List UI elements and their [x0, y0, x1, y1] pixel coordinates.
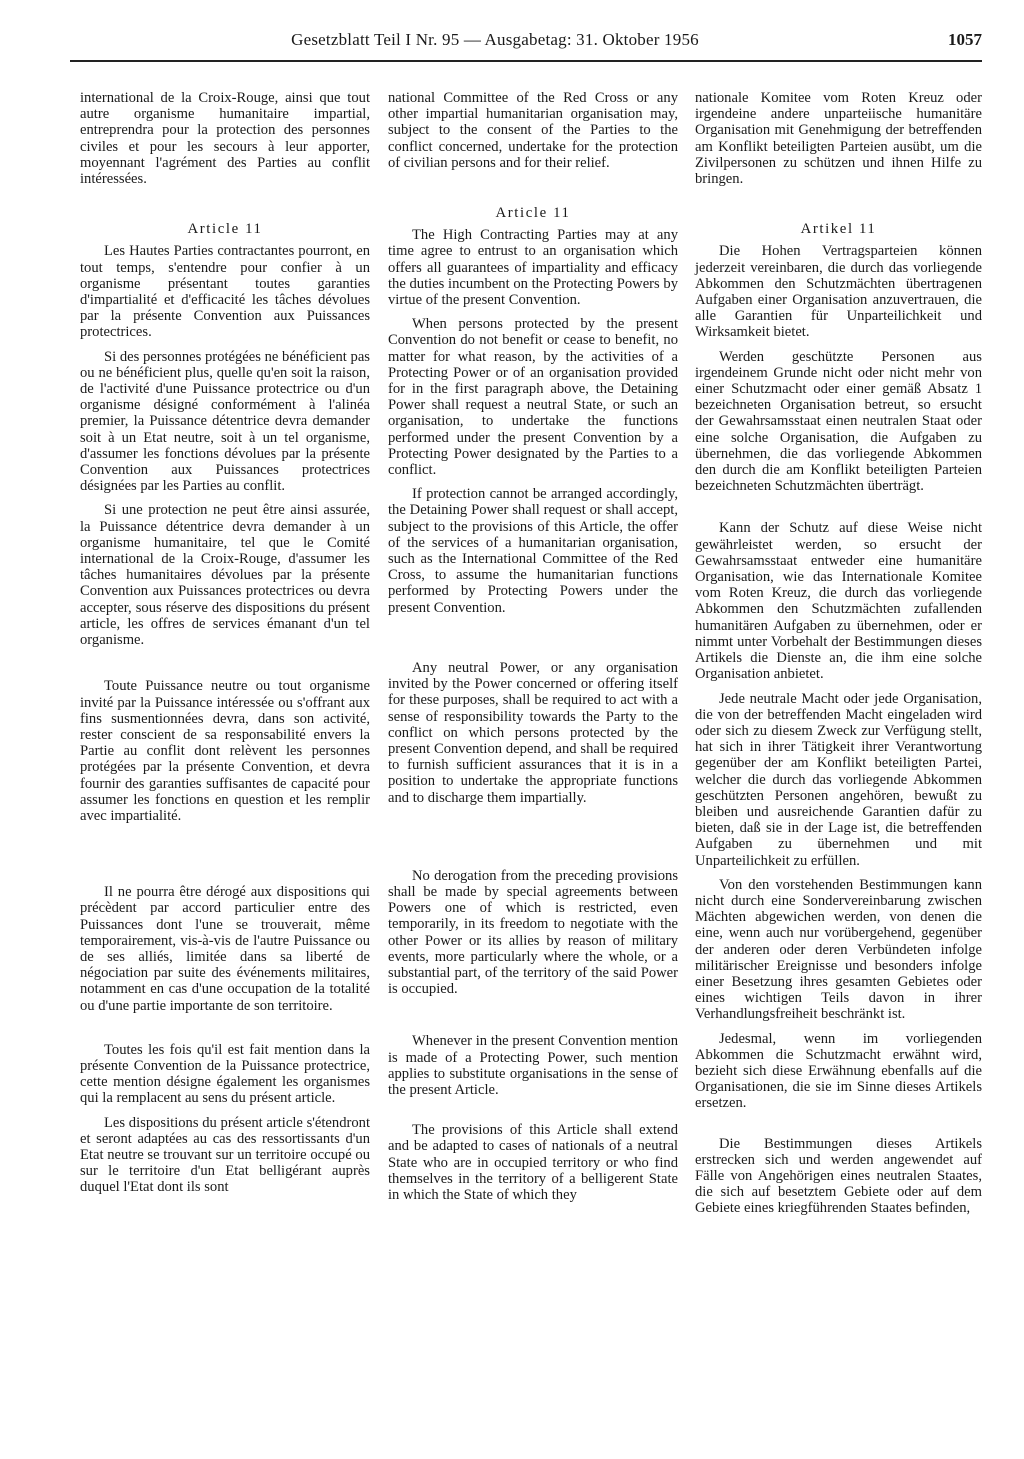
english-paragraph-4: Any neutral Power, or any organisation invited by the Power concerned or offering itself for these purposes, shall be required to act with a sense of responsibility towards the Party to the conflict on which persons protected by the present Convention depend, and shall be required to furnish sufficient assurances that it is in a position to undertake the appropriate functions and to discharge them impartially. [388, 659, 678, 806]
page-header [70, 30, 982, 60]
french-paragraph-6: Toutes les fois qu'il est fait mention dans la présente Convention de la Puissance protectrice, cette mention désigne également les organismes qui la remplacent au sens du présent article. [80, 1041, 370, 1107]
french-column [80, 90, 370, 1196]
german-intro: nationale Komitee vom Roten Kreuz oder irgendeine andere unparteiische humanitäre Organisation mit Genehmigung der betreffenden am Konflikt beteiligten Parteien ausübt, um die Zivilpersonen zu schützen und ihnen Hilfe zu bringen. [695, 90, 982, 188]
english-article-heading: Article 11 [495, 205, 571, 222]
french-paragraph-3: Si une protection ne peut être ainsi assurée, la Puissance détentrice devra demander à un organisme humanitaire, tel que le Comité international de la Croix-Rouge, d'assumer les tâches humanitaires dévolues par la présente Convention aux Puissances protectrices ou devra accepter, sous réserve des dispositions du présent article, les offres de services émanant d'un tel organisme. [80, 502, 370, 649]
english-paragraph-5: No derogation from the preceding provisions shall be made by special agreements between Powers one of which is restricted, even temporarily, in its freedom to negotiate with the other Power or its allies by reason of military events, more particularly where the whole, or a substantial part, of the territory of the said Power is occupied. [388, 867, 678, 998]
french-paragraph-2: Si des personnes protégées ne bénéficient pas ou ne bénéficient plus, quelle qu'en soit la raison, de l'activité d'une Puissance protectrice ou d'un organisme désigné conformément à l'alinéa premier, la Puissance détentrice devra demander soit à un Etat neutre, soit à un tel organisme, d'assumer les fonctions dévolues par la présente Convention aux Puissances protectrices désignées par les Parties au conflit. [80, 348, 370, 495]
english-intro: national Committee of the Red Cross or any other impartial humanitarian organisation may, subject to the consent of the Parties to the conflict concerned, undertake for the protection of civilian persons and for their relief. [388, 90, 678, 171]
french-paragraph-5: Il ne pourra être dérogé aux dispositions qui précèdent par accord particulier entre des Puissances dont l'une se trouverait, même temporairement, vis-à-vis de l'autre Puissance ou de ses alliés, limitée dans sa liberté de négociation par suite des événements militaires, notamment en cas d'une occupation de la totalité ou d'une partie importante de son territoire. [80, 884, 370, 1014]
english-paragraph-2: When persons protected by the present Convention do not benefit or cease to benefit, no matter for what reason, by the activities of a Protecting Power or of an organisation provided for in the first paragraph above, the Detaining Power shall request a neutral State, or such an organisation, to undertake the functions performed under the present Convention by a Protecting Power designated by the Parties to a conflict. [388, 316, 678, 479]
gazette-title: Gesetzblatt Teil I Nr. 95 — Ausgabetag: 31. Oktober 1956 [291, 30, 699, 49]
page-number: 1057 [948, 30, 982, 49]
german-paragraph-7: Die Bestimmungen dieses Artikels erstrecken sich und werden angewendet auf Fälle von Angehörigen eines neutralen Staates, die sich auf besetztem Gebiete oder auf dem Gebiete eines kriegführenden Staates befinden, [695, 1135, 982, 1217]
german-paragraph-4: Jede neutrale Macht oder jede Organisation, die von der betreffenden Macht eingeladen wird oder sich zu diesem Zweck zur Verfügung stellt, hat sich in ihrer Tätigkeit ihrer Verantwortung gegenüber der am Konflikt beteiligten Partei, welcher die durch das vorliegende Abkommen geschützten Personen angehören, bewußt zu bleiben und ausreichende Garantien dafür zu bieten, daß sie in der Lage ist, die betreffenden Aufgaben zu übernehmen und mit Unparteilichkeit zu erfüllen. [695, 690, 982, 869]
german-article-heading: Artikel 11 [800, 221, 877, 238]
french-paragraph-4: Toute Puissance neutre ou tout organisme invité par la Puissance intéressée ou s'offrant aux fins susmentionnées devra, dans son activité, rester conscient de sa responsabilité envers la Partie au conflit dont relèvent les personnes protégées par la présente Convention, et devra fournir des garanties suffisantes de capacité pour assumer les fonctions en question et les remplir avec impartialité. [80, 678, 370, 824]
french-intro: international de la Croix-Rouge, ainsi que tout autre organisme humanitaire impartial, entreprendra pour la protection des personnes civiles et pour les secours à leur apporter, moyennant l'agrément des Parties au conflit intéressées. [80, 90, 370, 188]
german-paragraph-6: Jedesmal, wenn im vorliegenden Abkommen die Schutzmacht erwähnt wird, bezieht sich diese Erwähnung ebenfalls auf die Organisationen, die sie im Sinne dieses Artikels ersetzen. [695, 1030, 982, 1112]
english-paragraph-1: The High Contracting Parties may at any time agree to entrust to an organisation which offers all guarantees of impartiality and efficacy the duties incumbent on the Protecting Powers by virtue of the present Convention. [388, 227, 678, 309]
french-paragraph-7: Les dispositions du présent article s'étendront et seront adaptées au cas des ressortissants d'un Etat neutre se trouvant sur un territoire occupé ou sur le territoire d'un Etat belligérant auprès duquel l'Etat dont ils sont [80, 1114, 370, 1196]
english-paragraph-6: Whenever in the present Convention mention is made of a Protecting Power, such mention applies to substitute organisations in the sense of the present Article. [388, 1033, 678, 1098]
german-paragraph-2: Werden geschützte Personen aus irgendeinem Grunde nicht oder nicht mehr von einer Schutzmacht oder einer gemäß Absatz 1 bezeichneten Organisation betreut, so ersucht der Gewahrsamsstaat einen neutralen Staat oder eine solche Organisation, die Aufgaben zu übernehmen, die das vorliegende Abkommen den durch die am Konflikt beteiligten Parteien bezeichneten Schutzmächten überträgt. [695, 348, 982, 495]
german-column [695, 90, 982, 1217]
english-paragraph-7: The provisions of this Article shall extend and be adapted to cases of nationals of a neutral State who are in occupied territory or who find themselves in the territory of a belligerent State in which the State of which they [388, 1122, 678, 1203]
german-paragraph-5: Von den vorstehenden Bestimmungen kann nicht durch eine Sondervereinbarung zwischen Mächten abgewichen werden, von denen die eine, wenn auch nur vorübergehend, gegenüber der anderen oder deren Verbündeten infolge militärischer Ereignisse und besonders infolge einer Besetzung ihres gesamten Gebietes oder eines wichtigen Teils davon in ihrer Verhandlungsfreiheit beschränkt ist. [695, 876, 982, 1023]
english-column [388, 90, 678, 1203]
english-paragraph-3: If protection cannot be arranged accordingly, the Detaining Power shall request or shall accept, subject to the provisions of this Article, the offer of the services of a humanitarian organisation, such as the International Committee of the Red Cross, to assume the humanitarian functions performed by Protecting Powers under the present Convention. [388, 486, 678, 616]
german-paragraph-3: Kann der Schutz auf diese Weise nicht gewährleistet werden, so ersucht der Gewahrsamsstaat entweder eine humanitäre Organisation, wie das Internationale Komitee vom Roten Kreuz, die durch das vorliegende Abkommen den Schutzmächten zufallenden humanitären Aufgaben zu übernehmen, oder er nimmt unter Vorbehalt der Bestimmungen dieses Artikels die Dienste an, die ihm eine solche Organisation anbietet. [695, 520, 982, 683]
german-paragraph-1: Die Hohen Vertragsparteien können jederzeit vereinbaren, die durch das vorliegende Abkommen den Schutzmächten übertragenen Aufgaben einer Organisation anzuvertrauen, die alle Garantien für Unparteilichkeit und Wirksamkeit bietet. [695, 243, 982, 341]
header-rule [70, 60, 982, 62]
french-article-heading: Article 11 [187, 221, 263, 238]
french-paragraph-1: Les Hautes Parties contractantes pourront, en tout temps, s'entendre pour confier à un organisme présentant toutes garanties d'impartialité et d'efficacité les tâches dévolues par la présente Convention aux Puissances protectrices. [80, 243, 370, 341]
